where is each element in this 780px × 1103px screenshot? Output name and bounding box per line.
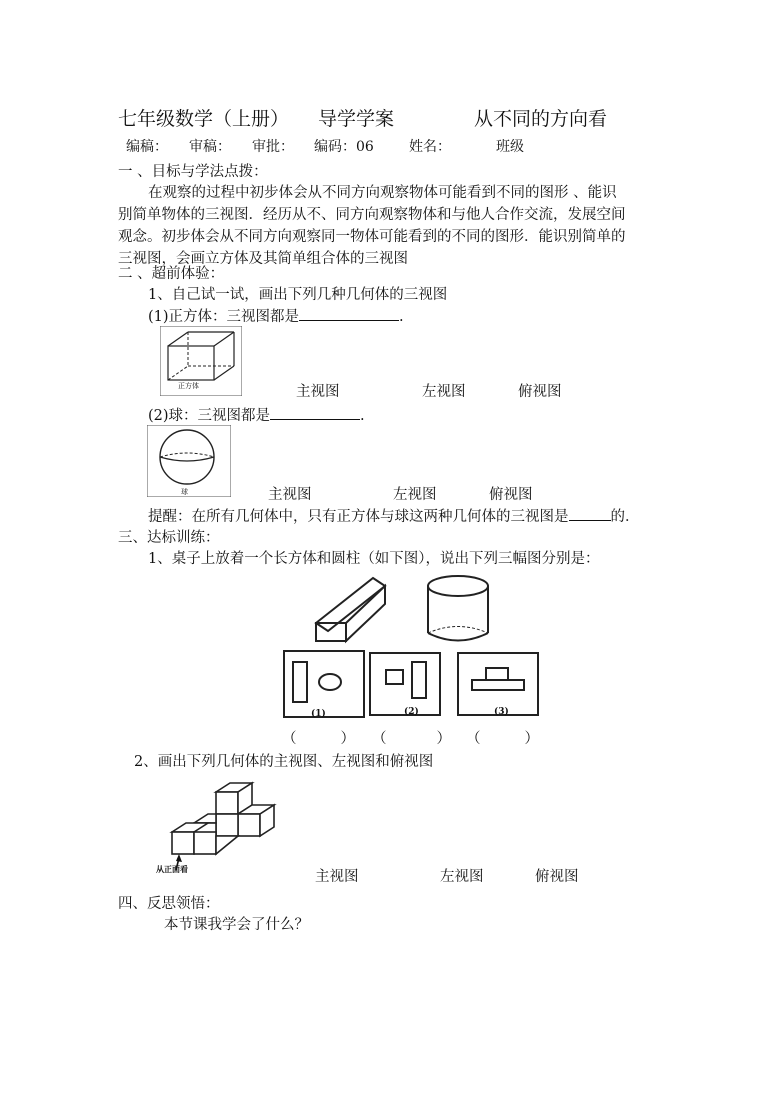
sphere-question-suffix: . bbox=[360, 408, 365, 424]
paren-open: （ bbox=[372, 731, 387, 747]
meta-class: 班级 bbox=[496, 139, 524, 155]
sphere-question bbox=[148, 404, 365, 425]
left-view-label: 左视图 bbox=[422, 384, 466, 400]
section4-heading: 四、反思领悟： bbox=[118, 896, 220, 912]
reminder-text: 提醒：在所有几何体中，只有正方体与球这两种几何体的三视图是 bbox=[148, 509, 569, 525]
paren-close: ） bbox=[436, 731, 451, 747]
sphere-figure bbox=[147, 425, 231, 497]
front-view-label: 主视图 bbox=[315, 869, 359, 885]
panel-label-2: (2) bbox=[404, 707, 419, 717]
cube-figure bbox=[160, 326, 242, 396]
reminder-suffix: 的． bbox=[610, 509, 640, 525]
section4-question: 本节课我学会了什么？ bbox=[164, 917, 309, 933]
front-view-label: 主视图 bbox=[268, 487, 312, 503]
sphere-answer-blank[interactable] bbox=[270, 405, 360, 420]
title-left: 七年级数学（上册） bbox=[118, 108, 290, 130]
left-view-label: 左视图 bbox=[393, 487, 437, 503]
paren-open: （ bbox=[466, 731, 481, 747]
top-view-label: 俯视图 bbox=[489, 487, 533, 503]
front-view-label: 主视图 bbox=[296, 384, 340, 400]
meta-editor: 编稿： bbox=[126, 139, 168, 155]
paren-close: ） bbox=[340, 731, 355, 747]
meta-name: 姓名： bbox=[409, 139, 451, 155]
section3-q1: 1、桌子上放着一个长方体和圆柱（如下图），说出下列三幅图分别是： bbox=[148, 551, 600, 567]
cube-question bbox=[148, 305, 404, 326]
section1-line: 观念。初步体会从不同方向观察同一物体可能看到的不同的图形．能识别简单的 bbox=[118, 229, 626, 245]
cube-answer-blank[interactable] bbox=[299, 306, 399, 321]
reminder bbox=[148, 505, 640, 526]
cube-question-suffix: . bbox=[399, 309, 404, 325]
panel-label-3: (3) bbox=[494, 707, 509, 717]
meta-approver: 审批： bbox=[252, 139, 294, 155]
section1-line: 在观察的过程中初步体会从不同方向观察物体可能看到不同的图形 、能识 bbox=[148, 185, 617, 201]
section1-line: 别简单物体的三视图．经历从不、同方向观察物体和与他人合作交流，发展空间 bbox=[118, 207, 626, 223]
meta-code: 编码：06 bbox=[314, 139, 374, 155]
left-view-label: 左视图 bbox=[440, 869, 484, 885]
section2-q1: 1、自己试一试，画出下列几种几何体的三视图 bbox=[148, 287, 448, 303]
answer-paren-3[interactable] bbox=[466, 727, 539, 748]
sphere-caption: 球 bbox=[181, 488, 188, 496]
cube-question-text: (1)正方体：三视图都是 bbox=[148, 309, 300, 325]
table-objects-figure bbox=[268, 568, 558, 723]
section1-heading: 一 、目标与学法点拨： bbox=[118, 164, 268, 180]
arrow-caption: 从正面看 bbox=[156, 864, 188, 874]
reminder-blank[interactable] bbox=[569, 506, 611, 521]
cube-caption: 正方体 bbox=[178, 382, 199, 390]
section3-heading: 三、达标训练： bbox=[118, 530, 220, 546]
sphere-question-text: (2)球：三视图都是 bbox=[148, 408, 271, 424]
answer-paren-1[interactable] bbox=[282, 727, 355, 748]
top-view-label: 俯视图 bbox=[535, 869, 579, 885]
top-view-label: 俯视图 bbox=[518, 384, 562, 400]
panel-label-1: (1) bbox=[311, 709, 326, 719]
answer-paren-2[interactable] bbox=[372, 727, 451, 748]
title-mid: 导学学案 bbox=[318, 108, 395, 130]
paren-open: （ bbox=[282, 731, 297, 747]
section3-q2: 2、画出下列几何体的主视图、左视图和俯视图 bbox=[134, 754, 434, 770]
meta-reviewer: 审稿： bbox=[189, 139, 231, 155]
section1-line: 三视图，会画立方体及其简单组合体的三视图 bbox=[118, 251, 408, 267]
title-right: 从不同的方向看 bbox=[474, 108, 608, 130]
paren-close: ） bbox=[524, 731, 539, 747]
section2-heading: 二 、超前体验： bbox=[118, 266, 225, 282]
